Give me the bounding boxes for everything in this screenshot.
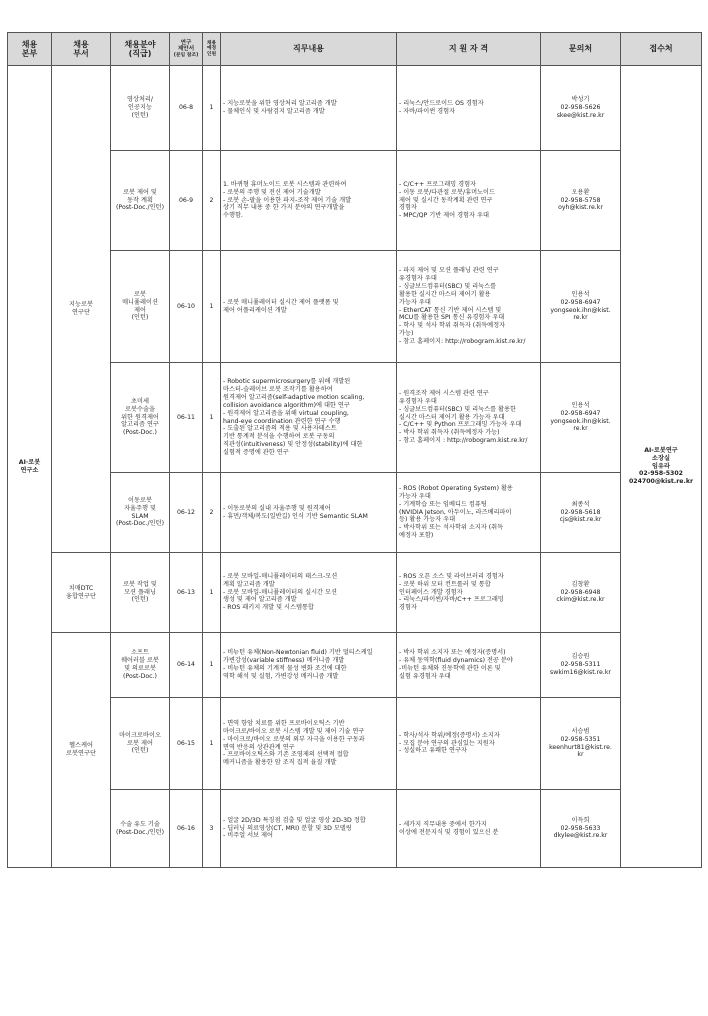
- code-cell: 06-16: [170, 790, 203, 868]
- table-row: [8, 251, 702, 363]
- contact-cell: 김창환 02-958-6948 ckim@kist.re.kr: [541, 553, 621, 633]
- duties-cell: - 면역 항암 치료를 위한 프로바이오틱스 기반 마이크로/바이오 로봇 시스템 개발 및 제어 기술 연구 - 마이크로/바이오 로봇의 외부 자극을 이용한 구동과 면역 반응의 상관관계 연구 - 프로바이오틱스와 기존 조영제의 선택적 접합 메커니즘을 활용한 암 조직 집적 율질 개발: [221, 698, 397, 790]
- header-code: 연구 제안서 (분임 참조): [170, 33, 203, 66]
- table-row: [8, 790, 702, 868]
- count-cell: 2: [203, 151, 221, 251]
- field-cell: 로봇 제어 및 동작 계획 (Post-Doc./인턴): [111, 151, 170, 251]
- quals-cell: - C/C++ 프로그래밍 경험자 - 이동 로봇/다관절 로봇/휴머노이드 제어 및 실시간 동작계획 관련 연구 경험자 - MPC/QP 기반 제어 경험자 우대: [397, 151, 541, 251]
- field-cell: 영상처리/ 인공지능 (인턴): [111, 66, 170, 151]
- count-cell: 1: [203, 698, 221, 790]
- quals-cell: - 학사/석사 학위/예정(증명서) 소지자 - 모집 분야 연구의 관심있는 지원자 - 성실하고 유쾌한 연구자: [397, 698, 541, 790]
- contact-cell: 인용석 02-958-6947 yongseok.ihn@kist. re.kr: [541, 363, 621, 473]
- count-cell: 1: [203, 66, 221, 151]
- count-cell: 3: [203, 790, 221, 868]
- field-cell: 마이크로바이오 로봇 제어 (인턴): [111, 698, 170, 790]
- field-cell: 초미세 로봇수술을 위한 원격제어 알고리즘 연구 (Post-Doc.): [111, 363, 170, 473]
- code-cell: 06-12: [170, 473, 203, 553]
- application-cell: AI-로봇연구 소장실 임유라 02-958-5302 024700@kist.re.kr: [621, 66, 702, 868]
- duties-cell: - 지능로봇을 위한 영상처리 알고리즘 개발 - 물체인식 및 사람검지 알고리즘 개발: [221, 66, 397, 151]
- table-row: [8, 66, 702, 151]
- dept-cell-dementia-dtc: 치매DTC 융합연구단: [52, 553, 111, 633]
- header-duties: 직무내용: [221, 33, 397, 66]
- table-row: [8, 553, 702, 633]
- quals-cell: - 세가지 직무내용 중에서 한가지 이상에 전문지식 및 경험이 있으신 분: [397, 790, 541, 868]
- duties-cell: - 얼굴 2D/3D 특징점 검출 및 얼굴 영상 2D-3D 정합 - 딥러닝 의료영상(CT, MRI) 분할 및 3D 모델링 - 비주얼 서보 제어: [221, 790, 397, 868]
- contact-cell: 오용환 02-958-5758 oyh@kist.re.kr: [541, 151, 621, 251]
- quals-cell: - 파지 제어 및 모션 플래닝 관련 연구 유경험자 우대 - 싱글보드컴퓨터(SBC) 및 리눅스를 활용한 실시간 마스터 제어기 활용 가능자 우대 - EtherCAT 통신 기반 제어 시스템 및 MCU를 활용한 SPI 통신 유경험자 우대 - 학사 및 석사 학위 취득자 (취득예정자 가능) - 참고 홈페이지: http://robogram.kist.re.kr/: [397, 251, 541, 363]
- contact-cell: 이득희 02-958-5633 dkylee@kist.re.kr: [541, 790, 621, 868]
- recruitment-table: [7, 32, 702, 868]
- table-row: [8, 363, 702, 473]
- count-cell: 1: [203, 363, 221, 473]
- field-cell: 로봇 작업 및 모션 플래닝 (인턴): [111, 553, 170, 633]
- duties-cell: 1. 바퀴형 휴머노이드 로봇 시스템과 관련하여 - 로봇의 주행 및 전신 제어 기술개발 - 로봇 손-팔을 이용한 파지-조작 제어 기술 개발 상기 직무 내용 중 한 가지 분야의 연구개발을 수행함.: [221, 151, 397, 251]
- hq-cell: AI·로봇 연구소: [8, 66, 52, 868]
- code-cell: 06-8: [170, 66, 203, 151]
- header-count: 채용 예정 인원: [203, 33, 221, 66]
- field-cell: 이동로봇 자율주행 및 SLAM (Post-Doc./인턴): [111, 473, 170, 553]
- contact-cell: 서승범 02-958-5351 keenhurt81@kist.re. kr: [541, 698, 621, 790]
- code-cell: 06-9: [170, 151, 203, 251]
- header-row: [8, 33, 702, 66]
- duties-cell: - 로봇 모바일-매니퓰레이터의 태스크-모션 계획 알고리즘 개발 - 로봇 모바일-매니퓰레이터의 실시간 모션 생성 및 제어 알고리즘 개발 - ROS 패키지 개발 및 시스템통합: [221, 553, 397, 633]
- header-dept: 채용 부서: [52, 33, 111, 66]
- header-hq: 채용 본부: [8, 33, 52, 66]
- quals-cell: - 리눅스/안드로이드 OS 경험자 - 자바/파이썬 경험자: [397, 66, 541, 151]
- quals-cell: - ROS 오픈 소스 및 라이브러리 경험자 - 로봇 하위 모터 컨트롤러 및 통합 인터페이스 개발 경험자 - 리눅스/파이썬/자바/C++ 프로그래밍 경험자: [397, 553, 541, 633]
- header-inquiry: 문의처: [541, 33, 621, 66]
- dept-cell-intelligent-robot: 지능로봇 연구단: [52, 66, 111, 553]
- header-qualifications: 지 원 자 격: [397, 33, 541, 66]
- header-application: 접수처: [621, 33, 702, 66]
- table-row: [8, 698, 702, 790]
- count-cell: 1: [203, 633, 221, 698]
- code-cell: 06-13: [170, 553, 203, 633]
- contact-cell: 인용석 02-958-6947 yongseok.ihn@kist. re.kr: [541, 251, 621, 363]
- code-cell: 06-15: [170, 698, 203, 790]
- field-cell: 수술 유도 기술 (Post-Doc./인턴): [111, 790, 170, 868]
- duties-cell: - 이동로봇의 실내 자율주행 및 원격제어 - 휴먼/객체/복도(일반길) 인식 기반 Semantic SLAM: [221, 473, 397, 553]
- duties-cell: - 비뉴턴 유체(Non-Newtonian fluid) 기반 멀티스케일 가변강성(variable stiffness) 메커니즘 개발 - 비뉴턴 유체의 기계적 물성 변화 조건에 대한 역학 해석 및 실험, 가변강성 메커니즘 개발: [221, 633, 397, 698]
- contact-cell: 박성기 02-958-5626 skee@kist.re.kr: [541, 66, 621, 151]
- count-cell: 2: [203, 473, 221, 553]
- quals-cell: - 박사 학위 소지자 또는 예정자(증명서) - 유체 동역학(fluid dynamics) 전공 분야 -비뉴턴 유체와 진동학에 관한 이론 및 실험 유경험자 우대: [397, 633, 541, 698]
- quals-cell: - ROS (Robot Operating System) 활용 가능자 우대 - 기계학습 또는 임베디드 컴퓨팅 (NVIDIA Jetson, 아두이노, 라즈베리파이 등) 활용 가능자 우대 - 박사학위 또는 석사학위 소지자 (취득 예정자 포함): [397, 473, 541, 553]
- header-field: 채용분야 (직급): [111, 33, 170, 66]
- code-cell: 06-14: [170, 633, 203, 698]
- contact-cell: 최종석 02-958-5618 cjs@kist.re.kr: [541, 473, 621, 553]
- count-cell: 1: [203, 251, 221, 363]
- duties-cell: - Robotic supermicrosurgery를 위해 개발된 마스터-슬레이브 로봇 조작기를 활용하여 원격제어 알고리즘(self-adaptive motion scaling, collision avoidance algorithm)에 대한 연구 - 원격제어 알고리즘을 위해 virtual coupling, hand-eye coordination 관련한 연구 수행 - 도출된 알고리즘의 적용 및 사용자테스트 기반 통계적 분석을 수행하여 로봇 구동의 직관성(intuitiveness) 및 안정성(stability)에 대한 실험적 증명에 관한 연구: [221, 363, 397, 473]
- contact-cell: 김승원 02-958-5311 swkim16@kist.re.kr: [541, 633, 621, 698]
- code-cell: 06-11: [170, 363, 203, 473]
- table-row: [8, 473, 702, 553]
- count-cell: 1: [203, 553, 221, 633]
- code-cell: 06-10: [170, 251, 203, 363]
- table-row: [8, 151, 702, 251]
- quals-cell: - 원격조작 제어 시스템 관련 연구 유경험자 우대 - 싱글보드컴퓨터(SBC) 및 리눅스를 활용한 실시간 마스터 제어기 활용 가능자 우대 - C/C++ 및 Python 프로그래밍 가능자 우대 - 박사 학위 취득자 (취득예정자 가능) - 참고 홈페이지 : http://robogram.kist.re.kr/: [397, 363, 541, 473]
- field-cell: 로봇 매니퓰레이션 제어 (인턴): [111, 251, 170, 363]
- table-row: [8, 633, 702, 698]
- dept-cell-healthcare-robot: 헬스케어 로봇연구단: [52, 633, 111, 868]
- duties-cell: - 로봇 매니퓰레이터 실시간 제어 플랫폼 및 제어 어플리케이션 개발: [221, 251, 397, 363]
- field-cell: 소프트 웨어러블 로봇 및 의료로봇 (Post-Doc.): [111, 633, 170, 698]
